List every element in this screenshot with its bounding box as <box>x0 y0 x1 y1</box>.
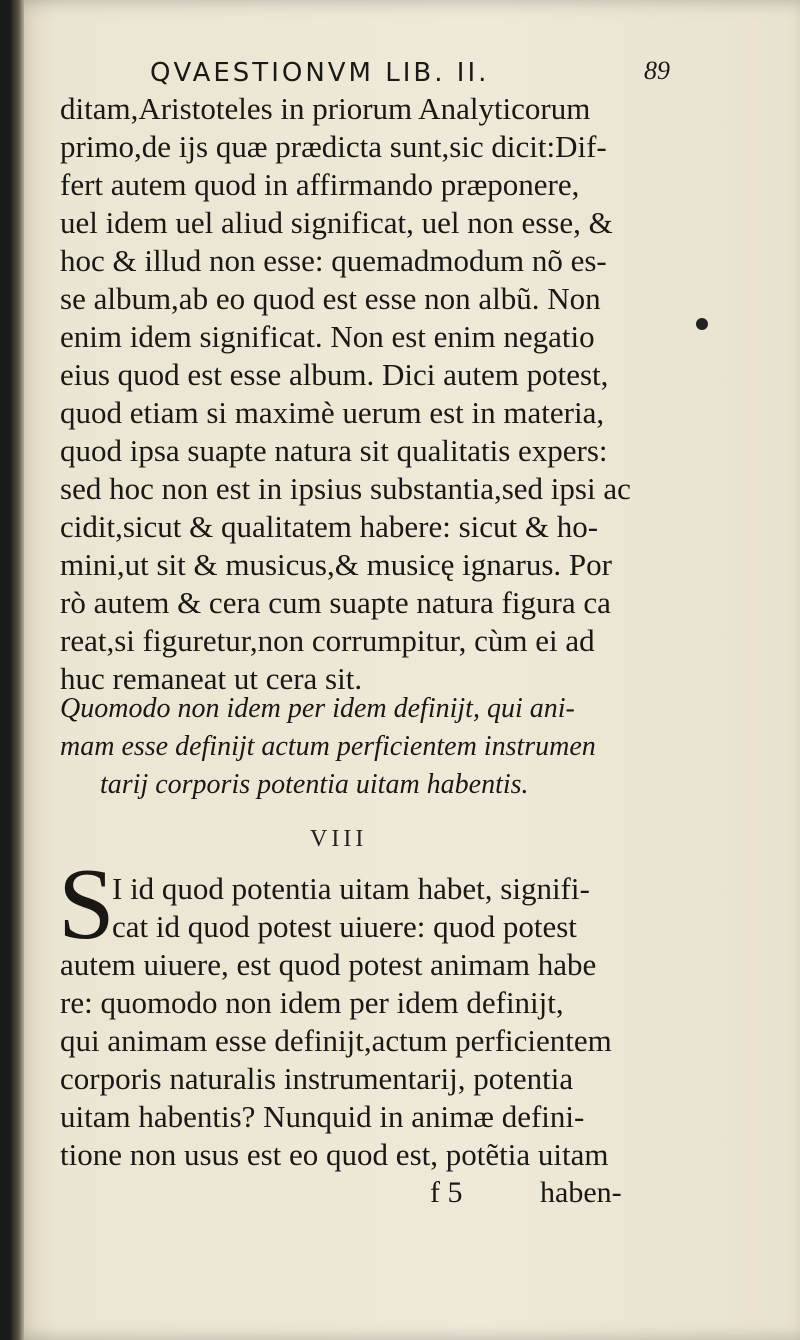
text-line: I id quod potentia uitam habet, signifi- <box>112 871 590 906</box>
text-line: fert autem quod in affirmando præponere, <box>60 167 580 202</box>
text-line: cat id quod potest uiuere: quod potest <box>112 909 577 944</box>
text-line: re: quomodo non idem per idem definijt, <box>60 985 564 1020</box>
text-line: quod ipsa suapte natura sit qualitatis expers: <box>60 433 608 468</box>
text-line: autem uiuere, est quod potest animam habe <box>60 947 597 982</box>
text-line: primo,de ijs quæ prædicta sunt,sic dicit:Dif- <box>60 129 607 164</box>
drop-cap: S <box>58 848 115 961</box>
text-line: se album,ab eo quod est esse non albũ. Non <box>60 281 601 316</box>
book-spine <box>10 0 24 1340</box>
page-footer <box>430 1176 622 1210</box>
text-line: uitam habentis? Nunquid in animæ defini- <box>60 1099 585 1134</box>
body-text <box>60 90 660 698</box>
question-line: Quomodo non idem per idem definijt, qui ani- <box>60 693 575 724</box>
text-line: enim idem significat. Non est enim negatio <box>60 319 595 354</box>
text-line: sed hoc non est in ipsius substantia,sed ipsi ac <box>60 471 631 506</box>
section-text <box>60 870 660 1174</box>
text-line: mini,ut sit & musicus,& musicę ignarus. Por <box>60 547 612 582</box>
text-line: rò autem & cera cum suapte natura figura ca <box>60 585 611 620</box>
text-line: cidit,sicut & qualitatem habere: sicut & ho- <box>60 509 599 544</box>
text-line: eius quod est esse album. Dici autem potest, <box>60 357 609 392</box>
text-line: hoc & illud non esse: quemadmodum nõ es- <box>60 243 607 278</box>
running-header <box>150 58 670 88</box>
text-line: corporis naturalis instrumentarij, potentia <box>60 1061 574 1096</box>
text-line: huc remaneat ut cera sit. <box>60 661 363 696</box>
text-line: uel idem uel aliud significat, uel non esse, & <box>60 205 613 240</box>
text-line: reat,si figuretur,non corrumpitur, cùm ei ad <box>60 623 595 658</box>
text-line: qui animam esse definijt,actum perficientem <box>60 1023 612 1058</box>
margin-mark <box>696 318 708 330</box>
running-title: QVAESTIONVM LIB. II. <box>150 58 490 88</box>
section-number: VIII <box>310 826 368 852</box>
book-page <box>10 0 800 1340</box>
question-line: mam esse definijt actum perficientem instrumen <box>60 731 596 762</box>
signature-mark: f 5 <box>430 1176 463 1209</box>
question-line: tarij corporis potentia uitam habentis. <box>100 769 529 800</box>
catchword: haben- <box>540 1176 622 1209</box>
question-heading <box>60 690 660 804</box>
text-line: tione non usus est eo quod est, potẽtia uitam <box>60 1137 609 1172</box>
text-line: quod etiam si maximè uerum est in materia, <box>60 395 605 430</box>
text-line: ditam,Aristoteles in priorum Analyticorum <box>60 91 591 126</box>
folio-number: 89 <box>644 56 670 85</box>
